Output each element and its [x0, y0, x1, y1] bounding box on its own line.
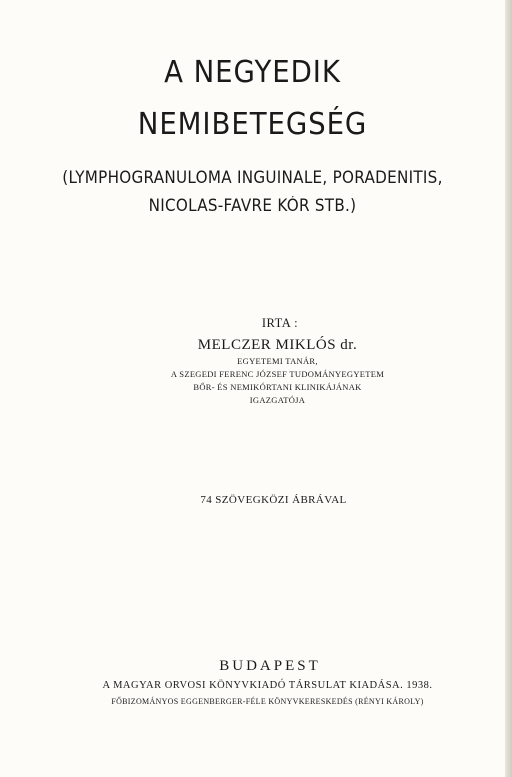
imprint-distributor: FŐBIZOMÁNYOS EGGENBERGER-FÉLE KÖNYVKERESKEDÉS (RÉNYI KÁROLY)	[111, 697, 424, 706]
subtitle-line-2: NICOLAS-FAVRE KÓR STB.)	[148, 196, 357, 215]
author-credential: BŐR- ÉS NEMIKÓRTANI KLINIKÁJÁNAK	[193, 382, 362, 392]
author-credential: A SZEGEDI FERENC JÓZSEF TUDOMÁNYEGYETEM	[170, 369, 385, 379]
author-name: MELCZER MIKLÓS dr.	[197, 337, 358, 353]
subtitle-line-1: (LYMPHOGRANULOMA INGUINALE, PORADENITIS,	[62, 168, 443, 187]
book-title-line-2: NEMIBETEGSÉG	[137, 107, 368, 142]
page-edge	[505, 0, 512, 777]
figures-note: 74 SZÖVEGKÖZI ÁBRÁVAL	[200, 494, 347, 506]
author-credential: IGAZGATÓJA	[249, 395, 306, 405]
book-title-line-1: A NEGYEDIK	[164, 55, 341, 90]
imprint-city: BUDAPEST	[219, 658, 321, 674]
author-label: IRTA :	[261, 316, 299, 330]
author-credential: EGYETEMI TANÁR,	[237, 356, 318, 366]
imprint-publisher: A MAGYAR ORVOSI KÖNYVKIADÓ TÁRSULAT KIADÁSA. 1938.	[102, 680, 433, 691]
